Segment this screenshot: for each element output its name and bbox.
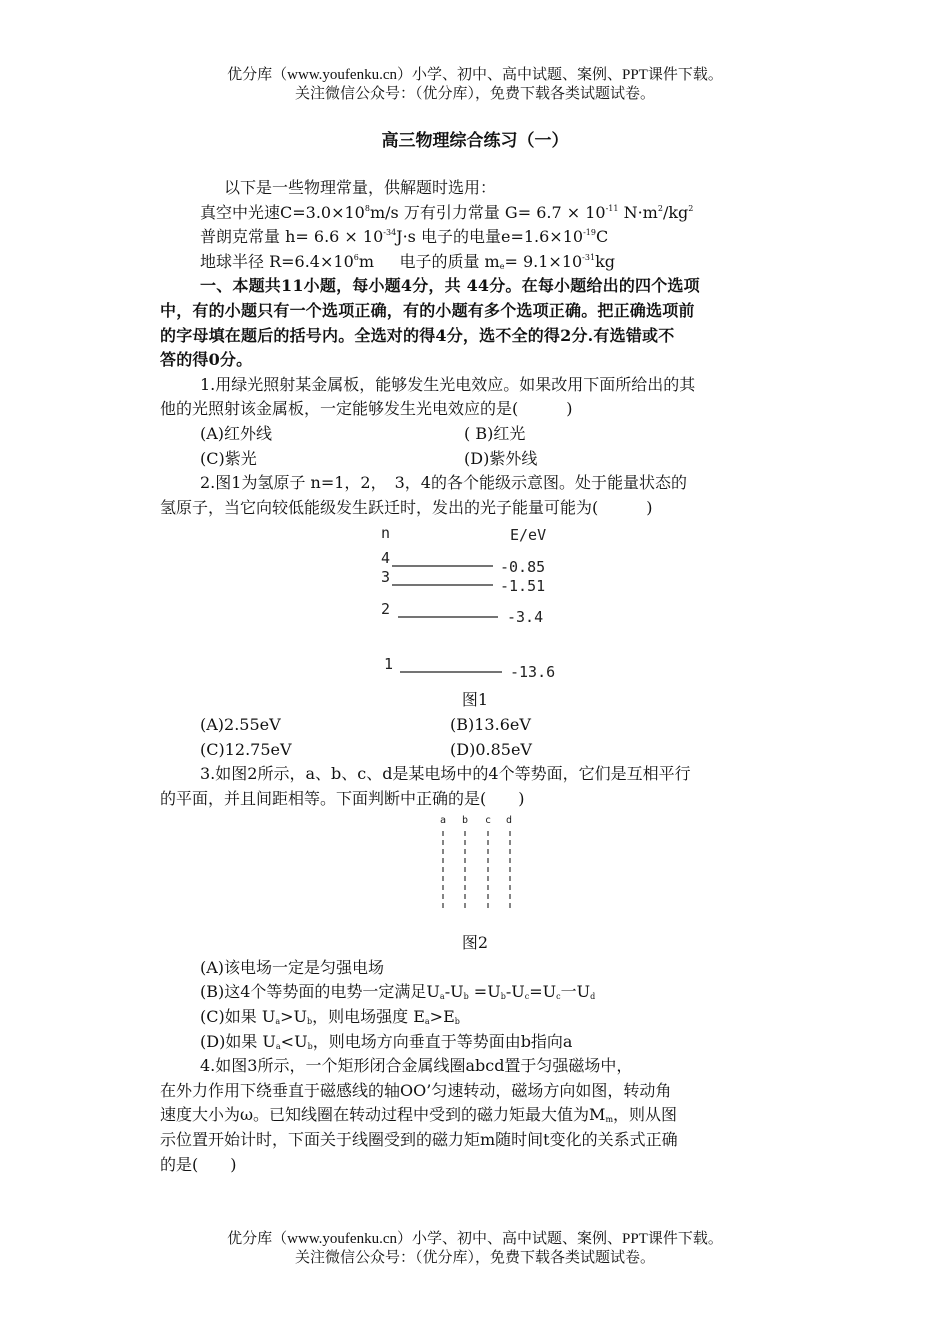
- question-1: 1.用绿光照射某金属板，能够发生光电效应。如果改用下面所给出的其 他的光照射该金属板，一定能够发生光电效应的是( ) (A)红外线 ( B)红光 (C)紫光 (D)紫外线: [160, 373, 800, 471]
- question-3: 3.如图2所示，a、b、c、d是某电场中的4个等势面，它们是互相平行 的平面，并且间距相等。下面判断中正确的是( ) a b c d 图2 (A)该电场一定是匀强电场 (B)这4个等势面的电势一定满足$U_a-U_b =U_b-U_c=U_c$一$U_d$ (C)如果 $U_a>U_b$，则电场强度 $E_a>E_b$ (D)如果 $U_a<U_b$，则电场方向垂直于等势面由b指向a: [160, 762, 800, 1054]
- constants-intro: 以下是一些物理常量，供解题时选用：: [224, 178, 497, 197]
- question-2: 2.图1为氢原子 n=1，2， 3，4的各个能级示意图。处于能量状态的 氢原子，当它向较低能级发生跃迁时，发出的光子能量可能为( ) n E/eV 4 -0.85 3 -1.51 2 -3.4 1 -13.6 图1 (A)2.55eV (B)13.6eV (C)12.75eV (D)0.85eV: [160, 471, 800, 762]
- header-line-1: 优分库（www.youfenku.cn）小学、初中、高中试题、案例、PPT课件下载。: [227, 67, 723, 83]
- level-3-energy: -1.51: [500, 577, 546, 596]
- figure-1-caption: 图1: [461, 690, 489, 710]
- option-a: (A)该电场一定是匀强电场: [200, 957, 385, 977]
- footer-line-1: 优分库（www.youfenku.cn）小学、初中、高中试题、案例、PPT课件下载。: [227, 1231, 723, 1247]
- figure-1-energy-levels: [160, 520, 800, 688]
- header-line-2: 关注微信公众号：（优分库），免费下载各类试题试卷。: [294, 86, 655, 102]
- page-footer: [0, 1230, 950, 1268]
- level-1-energy: -13.6: [510, 663, 556, 682]
- figure-2-equipotential-planes: [160, 811, 800, 931]
- level-4-label: 4: [381, 549, 391, 568]
- level-4-energy: -0.85: [500, 558, 546, 577]
- document-body: [160, 176, 800, 1177]
- footer-line-2: 关注微信公众号：（优分库），免费下载各类试题试卷。: [294, 1250, 655, 1266]
- plane-d-label: d: [506, 815, 513, 827]
- section-1-instructions: 一、本题共11小题，每小题4分，共 44分。在每小题给出的四个选项 中，有的小题只有一个选项正确，有的小题有多个选项正确。把正确选项前 的字母填在题后的括号内。全选对的得4分，选不全的得2分.有选错或不 答的得0分。: [160, 276, 700, 370]
- constants-line-1: 真空中光速$C=3.0\times 10^8m/s$ 万有引力常量 $G= 6.7 \times 10^{-11}$ $N\cdot m^2/kg^2$: [200, 202, 694, 222]
- n-axis-label: n: [381, 524, 391, 543]
- page-header: [0, 66, 950, 104]
- option-c: (C)如果 $U_a>U_b$，则电场强度 $E_a>E_b$: [200, 1007, 460, 1027]
- option-b: (B)这4个等势面的电势一定满足$U_a-U_b =U_b-U_c=U_c$一$U_d$: [200, 982, 596, 1002]
- option-b: ( B)红光: [464, 423, 526, 443]
- document-title: 高三物理综合练习（一）: [381, 131, 569, 151]
- plane-c-label: c: [485, 815, 492, 827]
- level-1-label: 1: [384, 655, 394, 674]
- option-d: (D)如果 $U_a<U_b$，则电场方向垂直于等势面由b指向a: [200, 1031, 573, 1051]
- constants-line-2: 普朗克常量 $h= 6.6 \times 10^{-34}J\cdot s$ 电子的电量$e=1.6\times 10^{-19}C$: [200, 227, 609, 247]
- level-2-label: 2: [381, 600, 391, 619]
- plane-a-label: a: [440, 815, 447, 827]
- energy-axis-label: E/eV: [510, 526, 547, 545]
- option-c: (C)12.75eV: [200, 739, 292, 759]
- figure-2-caption: 图2: [461, 933, 489, 953]
- constants-line-3: 地球半径 $R=6.4\times 10^6m$ 电子的质量 $m_e= 9.1\times 10^{-31}kg$: [200, 251, 615, 271]
- level-3-label: 3: [381, 568, 391, 587]
- option-d: (D)紫外线: [464, 448, 538, 468]
- option-d: (D)0.85eV: [450, 739, 532, 759]
- option-a: (A)2.55eV: [200, 714, 281, 734]
- option-c: (C)紫光: [200, 448, 257, 468]
- option-b: (B)13.6eV: [450, 714, 531, 734]
- option-a: (A)红外线: [200, 423, 273, 443]
- level-2-energy: -3.4: [507, 608, 544, 627]
- question-4: 4.如图3所示，一个矩形闭合金属线圈abcd置于匀强磁场中， 在外力作用下绕垂直于磁感线的轴OO’匀速转动，磁场方向如图，转动角 速度大小为ω。已知线圈在转动过程中受到的磁力矩最大值为$M_m$，则从图 示位置开始计时，下面关于线圈受到的磁力矩m随时间t变化的关系式正确 的是( ): [160, 1056, 678, 1174]
- plane-b-label: b: [462, 815, 469, 827]
